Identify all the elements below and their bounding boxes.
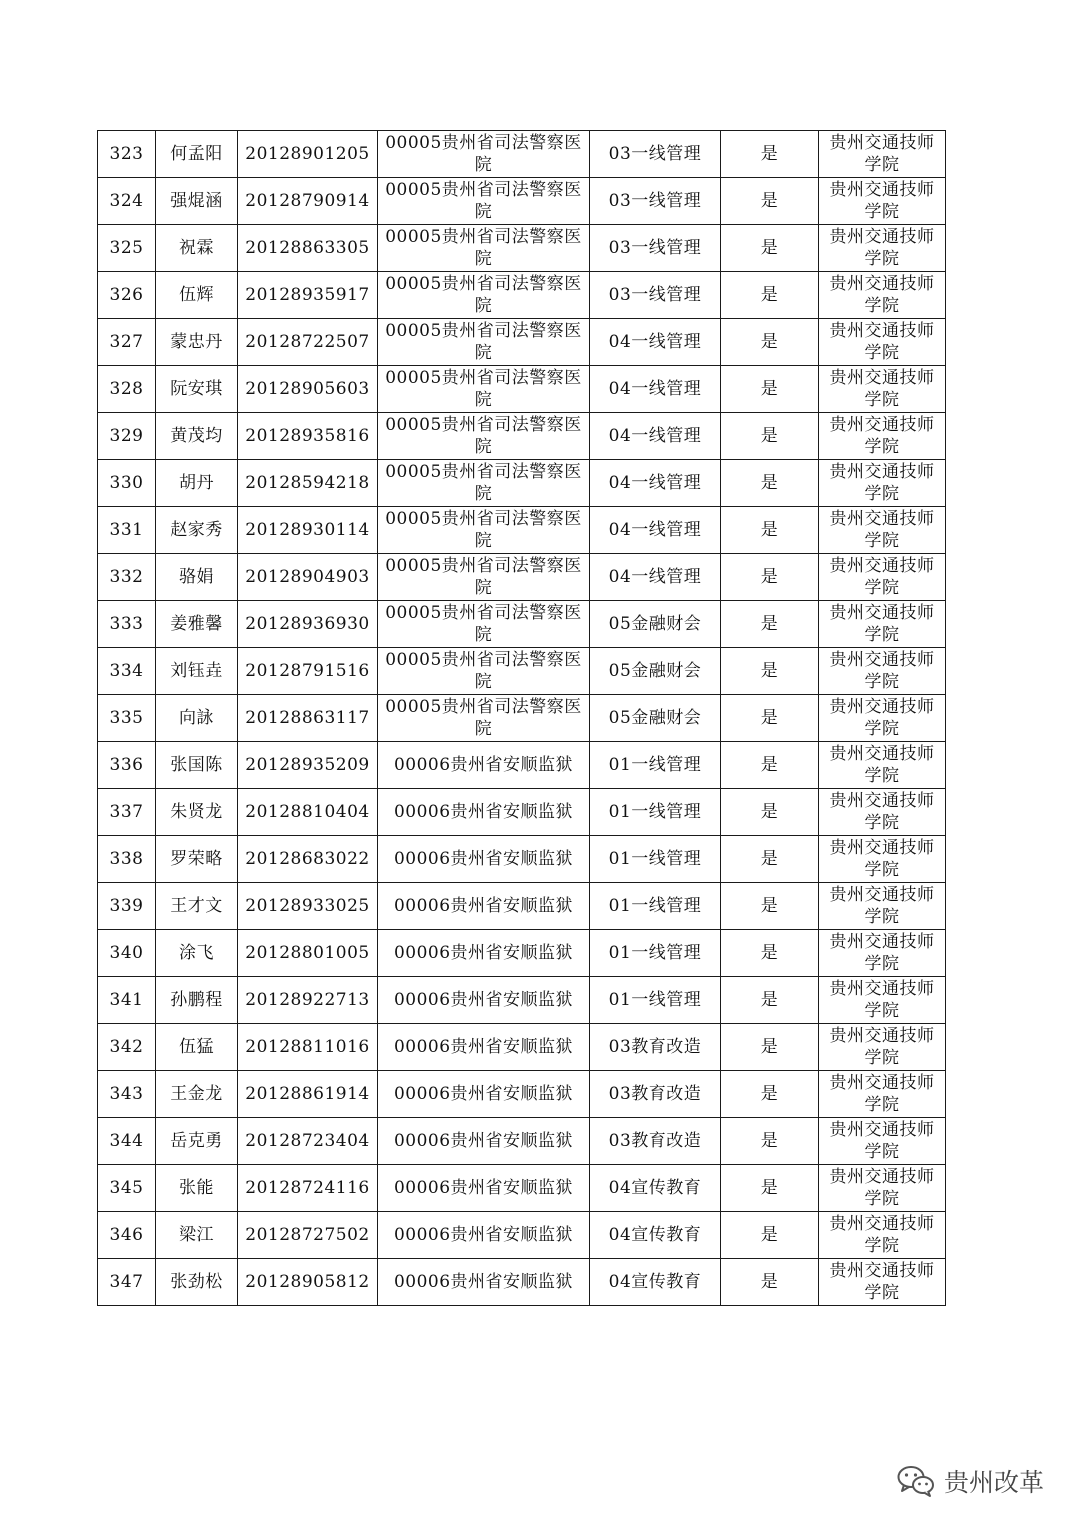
table-row [98, 554, 946, 601]
cell-flag: 是 [721, 1118, 819, 1165]
cell-position: 00006贵州省安顺监狱 [378, 1118, 590, 1165]
candidate-table [97, 130, 946, 1306]
cell-flag: 是 [721, 131, 819, 178]
cell-position: 00006贵州省安顺监狱 [378, 1071, 590, 1118]
cell-number: 326 [98, 272, 156, 319]
cell-position: 00005贵州省司法警察医院 [378, 225, 590, 272]
cell-site: 贵州交通技师学院 [819, 460, 946, 507]
cell-flag: 是 [721, 930, 819, 977]
cell-number: 344 [98, 1118, 156, 1165]
cell-flag: 是 [721, 507, 819, 554]
table-row [98, 1024, 946, 1071]
cell-site: 贵州交通技师学院 [819, 977, 946, 1024]
cell-flag: 是 [721, 1024, 819, 1071]
cell-name: 梁江 [156, 1212, 238, 1259]
cell-site: 贵州交通技师学院 [819, 1259, 946, 1306]
cell-site: 贵州交通技师学院 [819, 883, 946, 930]
cell-position: 00006贵州省安顺监狱 [378, 789, 590, 836]
table-row [98, 1118, 946, 1165]
cell-number: 325 [98, 225, 156, 272]
cell-name: 张劲松 [156, 1259, 238, 1306]
table-row [98, 1165, 946, 1212]
cell-exam-id: 20128936930 [238, 601, 378, 648]
cell-post: 04一线管理 [590, 413, 721, 460]
table-row [98, 178, 946, 225]
table-row [98, 789, 946, 836]
cell-flag: 是 [721, 1259, 819, 1306]
cell-post: 04一线管理 [590, 507, 721, 554]
cell-post: 03一线管理 [590, 178, 721, 225]
cell-number: 338 [98, 836, 156, 883]
cell-exam-id: 20128922713 [238, 977, 378, 1024]
cell-site: 贵州交通技师学院 [819, 789, 946, 836]
cell-post: 01一线管理 [590, 742, 721, 789]
cell-exam-id: 20128905603 [238, 366, 378, 413]
cell-number: 342 [98, 1024, 156, 1071]
cell-number: 335 [98, 695, 156, 742]
table-row [98, 648, 946, 695]
cell-site: 贵州交通技师学院 [819, 1118, 946, 1165]
cell-position: 00006贵州省安顺监狱 [378, 1212, 590, 1259]
cell-flag: 是 [721, 1165, 819, 1212]
cell-flag: 是 [721, 413, 819, 460]
cell-name: 岳克勇 [156, 1118, 238, 1165]
cell-site: 贵州交通技师学院 [819, 836, 946, 883]
cell-position: 00005贵州省司法警察医院 [378, 319, 590, 366]
cell-site: 贵州交通技师学院 [819, 366, 946, 413]
cell-position: 00006贵州省安顺监狱 [378, 1024, 590, 1071]
cell-number: 341 [98, 977, 156, 1024]
cell-number: 324 [98, 178, 156, 225]
cell-flag: 是 [721, 225, 819, 272]
cell-post: 03教育改造 [590, 1071, 721, 1118]
cell-exam-id: 20128810404 [238, 789, 378, 836]
cell-exam-id: 20128935816 [238, 413, 378, 460]
cell-site: 贵州交通技师学院 [819, 742, 946, 789]
cell-exam-id: 20128790914 [238, 178, 378, 225]
cell-position: 00005贵州省司法警察医院 [378, 507, 590, 554]
cell-exam-id: 20128801005 [238, 930, 378, 977]
cell-name: 涂飞 [156, 930, 238, 977]
cell-site: 贵州交通技师学院 [819, 930, 946, 977]
cell-number: 334 [98, 648, 156, 695]
cell-exam-id: 20128683022 [238, 836, 378, 883]
cell-post: 05金融财会 [590, 648, 721, 695]
cell-position: 00005贵州省司法警察医院 [378, 460, 590, 507]
cell-flag: 是 [721, 554, 819, 601]
cell-exam-id: 20128722507 [238, 319, 378, 366]
cell-flag: 是 [721, 695, 819, 742]
cell-number: 339 [98, 883, 156, 930]
cell-post: 04一线管理 [590, 554, 721, 601]
cell-flag: 是 [721, 883, 819, 930]
table-row [98, 1071, 946, 1118]
cell-number: 328 [98, 366, 156, 413]
cell-site: 贵州交通技师学院 [819, 131, 946, 178]
cell-post: 03一线管理 [590, 272, 721, 319]
cell-position: 00006贵州省安顺监狱 [378, 883, 590, 930]
cell-exam-id: 20128935917 [238, 272, 378, 319]
cell-site: 贵州交通技师学院 [819, 554, 946, 601]
cell-name: 强焜涵 [156, 178, 238, 225]
cell-flag: 是 [721, 460, 819, 507]
cell-name: 朱贤龙 [156, 789, 238, 836]
cell-post: 05金融财会 [590, 695, 721, 742]
table-row [98, 1212, 946, 1259]
cell-exam-id: 20128933025 [238, 883, 378, 930]
cell-post: 04宣传教育 [590, 1165, 721, 1212]
cell-post: 04一线管理 [590, 460, 721, 507]
table-row [98, 742, 946, 789]
cell-position: 00005贵州省司法警察医院 [378, 648, 590, 695]
cell-position: 00005贵州省司法警察医院 [378, 131, 590, 178]
cell-name: 阮安琪 [156, 366, 238, 413]
cell-name: 罗荣略 [156, 836, 238, 883]
cell-site: 贵州交通技师学院 [819, 1165, 946, 1212]
cell-site: 贵州交通技师学院 [819, 601, 946, 648]
cell-flag: 是 [721, 1212, 819, 1259]
cell-exam-id: 20128935209 [238, 742, 378, 789]
cell-post: 04宣传教育 [590, 1259, 721, 1306]
cell-post: 03一线管理 [590, 131, 721, 178]
cell-flag: 是 [721, 601, 819, 648]
cell-name: 胡丹 [156, 460, 238, 507]
cell-flag: 是 [721, 366, 819, 413]
cell-position: 00006贵州省安顺监狱 [378, 742, 590, 789]
cell-flag: 是 [721, 319, 819, 366]
cell-site: 贵州交通技师学院 [819, 225, 946, 272]
cell-name: 伍辉 [156, 272, 238, 319]
cell-number: 336 [98, 742, 156, 789]
cell-site: 贵州交通技师学院 [819, 178, 946, 225]
cell-exam-id: 20128901205 [238, 131, 378, 178]
cell-post: 05金融财会 [590, 601, 721, 648]
cell-exam-id: 20128904903 [238, 554, 378, 601]
cell-post: 01一线管理 [590, 836, 721, 883]
cell-position: 00005贵州省司法警察医院 [378, 601, 590, 648]
table-row [98, 460, 946, 507]
cell-number: 337 [98, 789, 156, 836]
cell-site: 贵州交通技师学院 [819, 1024, 946, 1071]
table-row [98, 601, 946, 648]
cell-exam-id: 20128811016 [238, 1024, 378, 1071]
cell-exam-id: 20128594218 [238, 460, 378, 507]
cell-flag: 是 [721, 836, 819, 883]
table-row [98, 930, 946, 977]
table-row [98, 225, 946, 272]
cell-number: 330 [98, 460, 156, 507]
cell-name: 伍猛 [156, 1024, 238, 1071]
cell-position: 00006贵州省安顺监狱 [378, 930, 590, 977]
cell-number: 327 [98, 319, 156, 366]
cell-name: 王金龙 [156, 1071, 238, 1118]
cell-post: 04一线管理 [590, 319, 721, 366]
cell-exam-id: 20128905812 [238, 1259, 378, 1306]
cell-number: 333 [98, 601, 156, 648]
cell-exam-id: 20128727502 [238, 1212, 378, 1259]
cell-exam-id: 20128863305 [238, 225, 378, 272]
cell-name: 姜雅馨 [156, 601, 238, 648]
cell-name: 赵家秀 [156, 507, 238, 554]
cell-site: 贵州交通技师学院 [819, 507, 946, 554]
cell-site: 贵州交通技师学院 [819, 695, 946, 742]
watermark [896, 1463, 1044, 1499]
cell-flag: 是 [721, 272, 819, 319]
cell-position: 00006贵州省安顺监狱 [378, 836, 590, 883]
cell-name: 孙鹏程 [156, 977, 238, 1024]
cell-site: 贵州交通技师学院 [819, 319, 946, 366]
cell-name: 黄茂均 [156, 413, 238, 460]
cell-site: 贵州交通技师学院 [819, 272, 946, 319]
cell-exam-id: 20128930114 [238, 507, 378, 554]
cell-number: 346 [98, 1212, 156, 1259]
table-row [98, 883, 946, 930]
cell-name: 向詠 [156, 695, 238, 742]
cell-number: 329 [98, 413, 156, 460]
table-row [98, 977, 946, 1024]
cell-exam-id: 20128861914 [238, 1071, 378, 1118]
cell-name: 刘钰垚 [156, 648, 238, 695]
cell-number: 323 [98, 131, 156, 178]
cell-number: 340 [98, 930, 156, 977]
cell-name: 骆娟 [156, 554, 238, 601]
table-row [98, 272, 946, 319]
cell-position: 00005贵州省司法警察医院 [378, 554, 590, 601]
cell-post: 03教育改造 [590, 1024, 721, 1071]
cell-site: 贵州交通技师学院 [819, 1212, 946, 1259]
cell-flag: 是 [721, 648, 819, 695]
wechat-icon [896, 1464, 936, 1498]
cell-number: 347 [98, 1259, 156, 1306]
cell-exam-id: 20128791516 [238, 648, 378, 695]
table-row [98, 507, 946, 554]
table-row [98, 695, 946, 742]
cell-name: 祝霖 [156, 225, 238, 272]
table-body [98, 131, 946, 1306]
table-row [98, 366, 946, 413]
cell-name: 何孟阳 [156, 131, 238, 178]
cell-number: 331 [98, 507, 156, 554]
cell-site: 贵州交通技师学院 [819, 413, 946, 460]
cell-position: 00005贵州省司法警察医院 [378, 272, 590, 319]
cell-flag: 是 [721, 742, 819, 789]
cell-exam-id: 20128723404 [238, 1118, 378, 1165]
cell-exam-id: 20128724116 [238, 1165, 378, 1212]
cell-post: 04一线管理 [590, 366, 721, 413]
cell-post: 04宣传教育 [590, 1212, 721, 1259]
cell-flag: 是 [721, 178, 819, 225]
cell-number: 343 [98, 1071, 156, 1118]
cell-position: 00005贵州省司法警察医院 [378, 366, 590, 413]
cell-post: 01一线管理 [590, 977, 721, 1024]
cell-position: 00006贵州省安顺监狱 [378, 977, 590, 1024]
cell-position: 00006贵州省安顺监狱 [378, 1165, 590, 1212]
table-row [98, 319, 946, 366]
cell-post: 03教育改造 [590, 1118, 721, 1165]
cell-name: 张能 [156, 1165, 238, 1212]
cell-post: 01一线管理 [590, 930, 721, 977]
cell-name: 蒙忠丹 [156, 319, 238, 366]
cell-site: 贵州交通技师学院 [819, 648, 946, 695]
cell-exam-id: 20128863117 [238, 695, 378, 742]
cell-flag: 是 [721, 1071, 819, 1118]
cell-position: 00005贵州省司法警察医院 [378, 413, 590, 460]
cell-position: 00006贵州省安顺监狱 [378, 1259, 590, 1306]
watermark-text: 贵州改革 [943, 1468, 1044, 1497]
cell-number: 345 [98, 1165, 156, 1212]
cell-position: 00005贵州省司法警察医院 [378, 695, 590, 742]
cell-flag: 是 [721, 789, 819, 836]
cell-post: 01一线管理 [590, 883, 721, 930]
cell-position: 00005贵州省司法警察医院 [378, 178, 590, 225]
cell-post: 03一线管理 [590, 225, 721, 272]
cell-number: 332 [98, 554, 156, 601]
cell-name: 张国陈 [156, 742, 238, 789]
cell-site: 贵州交通技师学院 [819, 1071, 946, 1118]
table-row [98, 413, 946, 460]
table-row [98, 1259, 946, 1306]
cell-post: 01一线管理 [590, 789, 721, 836]
table-row [98, 131, 946, 178]
table-row [98, 836, 946, 883]
cell-flag: 是 [721, 977, 819, 1024]
cell-name: 王才文 [156, 883, 238, 930]
